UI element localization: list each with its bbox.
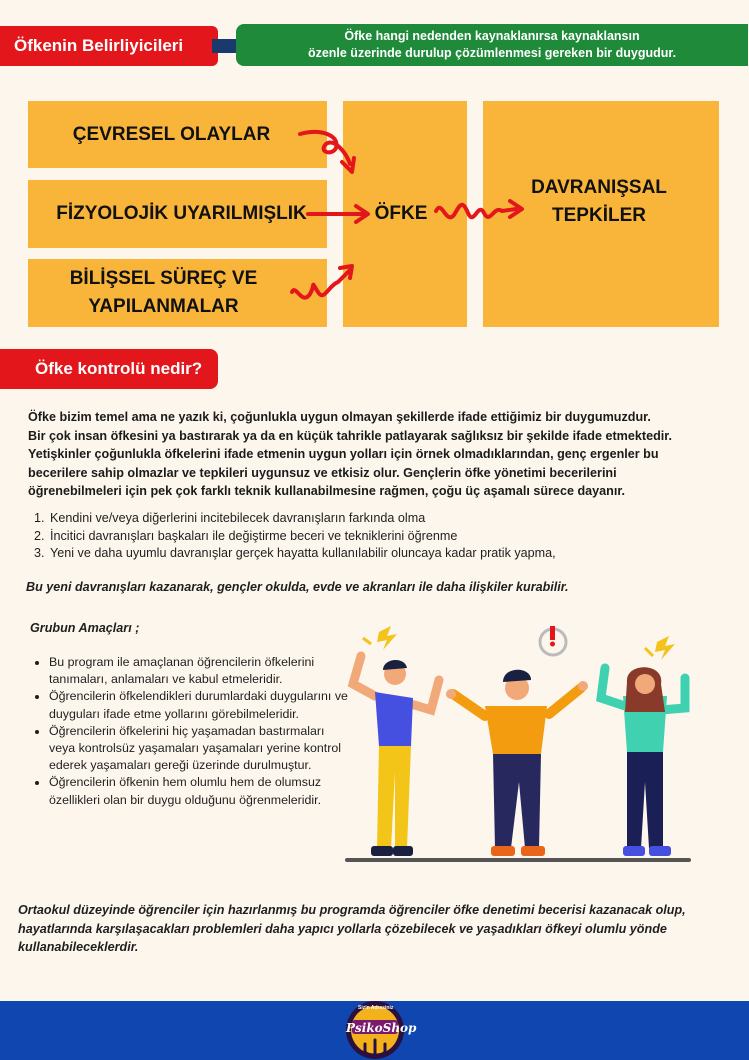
list-item: 2. İncitici davranışları başkaları ile değiştirme beceri ve tekniklerini öğrenme xyxy=(48,528,738,546)
banner-line-1: Öfke hangi nedenden kaynaklanırsa kaynaklansın xyxy=(344,29,640,43)
anger-label: ÖFKE xyxy=(374,203,428,224)
exclamation-icon xyxy=(540,626,566,655)
list-item: • Öğrencilerin öfkenin hem olumlu hem de olumsuz özellikleri olan bir duygu olduğunu öğrenmeleridir. xyxy=(49,774,349,808)
list-item: • Öğrencilerin öfkelerini hiç yaşamadan bastırmaları veya kontrolsüz yaşamaları yaşamaları yerine kontrol ederek yaşamaları gereği üzerinde durulmuştur. xyxy=(49,723,349,775)
logo-text: PsikoShop xyxy=(346,1021,417,1035)
person-middle xyxy=(446,670,588,856)
list-item: 3. Yeni ve daha uyumlu davranışlar gerçek hayatta kullanılabilir oluncaya kadar pratik yapma, xyxy=(48,545,738,563)
person-left xyxy=(353,656,439,856)
closing-paragraph xyxy=(18,901,733,957)
para-line: Bir çok insan öfkesini ya bastırarak ya da en küçük tahrikle patlayarak sağlıksız bir şekilde ifade etmektedir. xyxy=(28,428,672,443)
closing-line: Ortaokul düzeyinde öğrenciler için hazırlanmış bu programda öğrenciler öfke denetimi becerisi kazanacak olup, xyxy=(18,903,686,917)
goals-title: Grubun Amaçları ; xyxy=(30,621,140,635)
banner-line-2: özenle üzerinde durulup çözümlenmesi gereken bir duygudur. xyxy=(307,46,677,60)
para-line: öğrenebilmeleri için pek çok farklı teknik kullanabilmesine rağmen, çoğu üç aşamalı sürece dayanır. xyxy=(28,484,626,498)
straight-arrow-icon xyxy=(306,203,372,225)
para-line: becerilere sahip olmazlar ve tepkileri uygunsuz ve etkisiz olur. Gençlerin öfke yönetimi becerilerini xyxy=(28,465,617,480)
section-title: Öfkenin Belirliyicileri xyxy=(14,36,184,55)
squiggle-arrow-icon xyxy=(288,262,358,308)
section-title-badge xyxy=(0,26,218,66)
intro-banner xyxy=(236,24,748,66)
result-label-2: TEPKİLER xyxy=(552,205,646,226)
section2-title-badge xyxy=(0,349,218,389)
list-item: • Bu program ile amaçlanan öğrencilerin öfkelerini tanımaları, anlamaları ve kabul etmeleridir. xyxy=(49,654,349,688)
squiggle-arrow-icon xyxy=(432,195,526,231)
steps-list xyxy=(28,510,738,563)
section2-title: Öfke kontrolü nedir? xyxy=(35,359,203,378)
cause-box-physiological xyxy=(28,180,327,248)
list-item: • Öğrencilerin öfkelendikleri durumlardaki duygularını ve duyguları ifade etme yollarını görebilmeleridir. xyxy=(49,688,349,722)
angry-people-illustration xyxy=(335,622,701,866)
person-right xyxy=(601,667,685,856)
lightning-icon xyxy=(363,626,397,650)
para-line: Öfke bizim temel ama ne yazık ki, çoğunlukla uygun olmayan şekillerde ifade ettiğimiz bir duygumuzdur. xyxy=(28,410,651,424)
intro-paragraph xyxy=(28,408,718,501)
cause-label-cognitive-1: BİLİŞSEL SÜREÇ VE xyxy=(69,268,258,289)
logo-small-text: Sizin Adresiniz xyxy=(358,1005,394,1011)
list-item: 1. Kendini ve/veya diğerlerini incitebilecek davranışların farkında olma xyxy=(48,510,738,528)
lightning-icon xyxy=(645,636,675,660)
cause-label-cognitive-2: YAPILANMALAR xyxy=(88,296,239,317)
cause-box-cognitive xyxy=(28,259,327,327)
para-line: Yetişkinler çoğunlukla öfkelerini ifade etmenin uygun yolları için örnek olmadıklarından, genç ergenler bu xyxy=(28,447,659,461)
curved-arrow-icon xyxy=(296,126,362,176)
closing-line: kullanabileceklerdir. xyxy=(18,940,139,954)
highlight-sentence: Bu yeni davranışları kazanarak, gençler okulda, evde ve akranları ile daha ilişkiler kurabilir. xyxy=(26,580,569,594)
closing-line: hayatlarında karşılaşacakları problemleri daha yapıcı yollarla çözebilecek ve yaşadıkları öfkeyi olumlu yönde xyxy=(18,921,667,936)
cause-label-environmental: ÇEVRESEL OLAYLAR xyxy=(72,123,271,145)
result-label-1: DAVRANIŞSAL xyxy=(531,177,667,198)
cause-label-physiological: FİZYOLOJİK UYARILMIŞLIK xyxy=(56,203,307,224)
cause-box-environmental xyxy=(28,101,327,168)
goals-list xyxy=(30,654,349,809)
